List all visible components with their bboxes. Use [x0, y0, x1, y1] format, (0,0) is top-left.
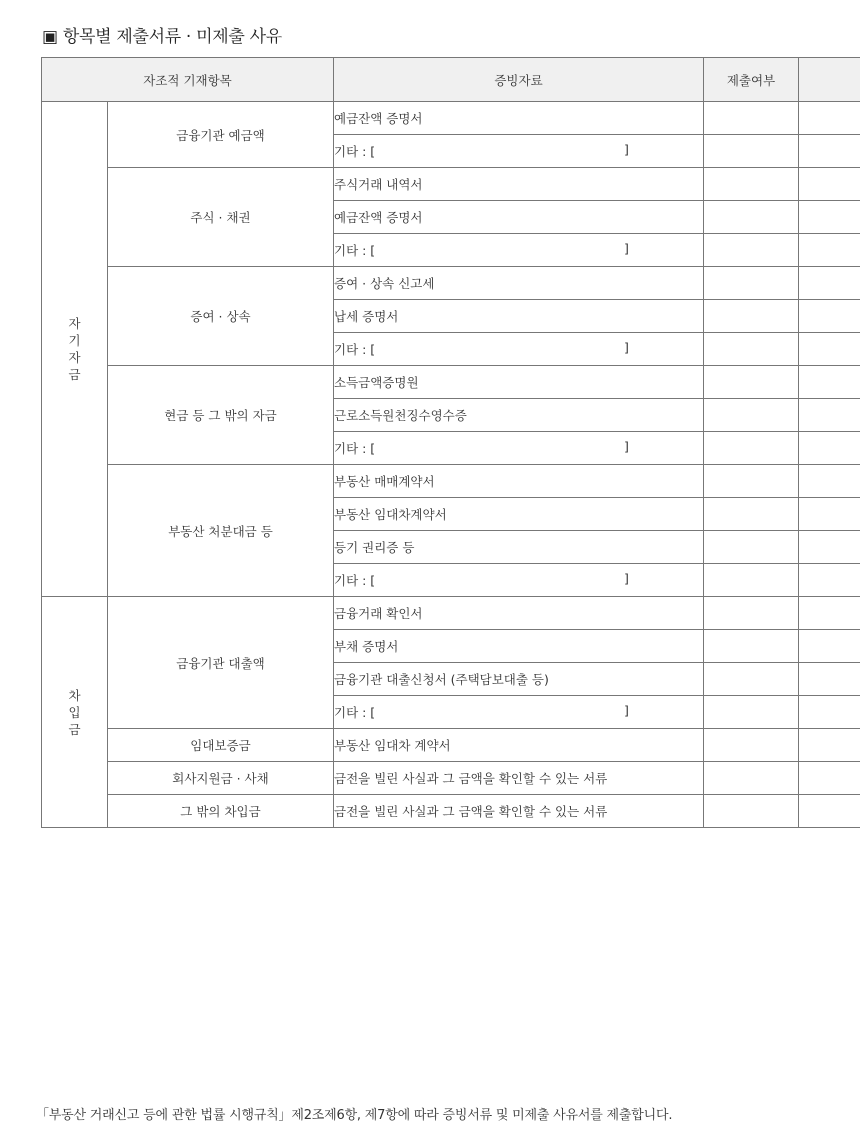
item-name: 주식 · 채권 [108, 168, 334, 267]
item-name: 회사지원금 · 사채 [108, 762, 334, 795]
reason-cell[interactable] [799, 531, 860, 564]
reason-cell[interactable] [799, 168, 860, 201]
submitted-checkbox-cell[interactable] [704, 300, 799, 333]
submitted-checkbox-cell[interactable] [704, 333, 799, 366]
reason-cell[interactable] [799, 498, 860, 531]
header-reason [799, 58, 860, 102]
bracket-close: ] [624, 703, 629, 718]
table-row [42, 267, 860, 300]
evidence-doc-label: 부동산 임대차 계약서 [334, 738, 451, 753]
evidence-doc-label: 부동산 매매계약서 [334, 474, 435, 489]
reason-cell[interactable] [799, 564, 860, 597]
evidence-doc [334, 135, 704, 168]
reason-cell[interactable] [799, 663, 860, 696]
submitted-checkbox-cell[interactable] [704, 630, 799, 663]
submitted-checkbox-cell[interactable] [704, 498, 799, 531]
item-name: 현금 등 그 밖의 자금 [108, 366, 334, 465]
table-row [42, 102, 860, 135]
evidence-doc-label: 부채 증명서 [334, 639, 398, 654]
section-title: ▣ 항목별 제출서류 · 미제출 사유 [42, 22, 282, 47]
evidence-doc-label: 증여 · 상속 신고세 [334, 276, 434, 291]
reason-cell[interactable] [799, 795, 860, 828]
submitted-checkbox-cell[interactable] [704, 564, 799, 597]
submitted-checkbox-cell[interactable] [704, 399, 799, 432]
evidence-doc-label: 기타 : [ [334, 441, 375, 456]
item-name: 임대보증금 [108, 729, 334, 762]
item-name: 부동산 처분대금 등 [108, 465, 334, 597]
evidence-doc [334, 399, 704, 432]
submitted-checkbox-cell[interactable] [704, 432, 799, 465]
evidence-doc [334, 168, 704, 201]
submitted-checkbox-cell[interactable] [704, 267, 799, 300]
evidence-doc [334, 564, 704, 597]
evidence-doc [334, 201, 704, 234]
evidence-doc [334, 630, 704, 663]
evidence-doc [334, 267, 704, 300]
evidence-doc-label: 납세 증명서 [334, 309, 398, 324]
category-label: 차입금 [68, 687, 82, 738]
footer-note: 「부동산 거래신고 등에 관한 법률 시행규칙」제2조제6항, 제7항에 따라 증빙서류 및 미제출 사유서를 제출합니다. [36, 1104, 672, 1123]
submitted-checkbox-cell[interactable] [704, 795, 799, 828]
table-row [42, 597, 860, 630]
evidence-doc [334, 531, 704, 564]
submitted-checkbox-cell[interactable] [704, 597, 799, 630]
evidence-doc-label: 기타 : [ [334, 342, 375, 357]
evidence-doc-label: 기타 : [ [334, 243, 375, 258]
other-doc-input[interactable] [375, 573, 645, 588]
evidence-doc [334, 696, 704, 729]
evidence-doc [334, 498, 704, 531]
submitted-checkbox-cell[interactable] [704, 465, 799, 498]
header-row [42, 58, 860, 102]
reason-cell[interactable] [799, 465, 860, 498]
submitted-checkbox-cell[interactable] [704, 762, 799, 795]
other-doc-input[interactable] [375, 243, 645, 258]
reason-cell[interactable] [799, 432, 860, 465]
reason-cell[interactable] [799, 300, 860, 333]
evidence-doc-label: 등기 권리증 등 [334, 540, 414, 555]
submitted-checkbox-cell[interactable] [704, 102, 799, 135]
evidence-table [41, 57, 860, 828]
evidence-doc [334, 465, 704, 498]
submitted-checkbox-cell[interactable] [704, 135, 799, 168]
other-doc-input[interactable] [375, 441, 645, 456]
submitted-checkbox-cell[interactable] [704, 234, 799, 267]
evidence-doc [334, 432, 704, 465]
evidence-doc [334, 300, 704, 333]
evidence-doc [334, 366, 704, 399]
evidence-doc [334, 663, 704, 696]
reason-cell[interactable] [799, 267, 860, 300]
other-doc-input[interactable] [375, 705, 645, 720]
bracket-close: ] [624, 571, 629, 586]
bracket-close: ] [624, 241, 629, 256]
other-doc-input[interactable] [375, 342, 645, 357]
submitted-checkbox-cell[interactable] [704, 729, 799, 762]
item-name: 그 밖의 차입금 [108, 795, 334, 828]
submitted-checkbox-cell[interactable] [704, 201, 799, 234]
evidence-doc [334, 333, 704, 366]
table-row [42, 366, 860, 399]
evidence-doc-label: 근로소득원천징수영수증 [334, 408, 467, 423]
bracket-close: ] [624, 439, 629, 454]
table-row [42, 762, 860, 795]
submitted-checkbox-cell[interactable] [704, 663, 799, 696]
evidence-doc-label: 기타 : [ [334, 144, 375, 159]
submitted-checkbox-cell[interactable] [704, 531, 799, 564]
evidence-doc-label: 기타 : [ [334, 705, 375, 720]
evidence-doc-label: 예금잔액 증명서 [334, 210, 423, 225]
header-docs: 증빙자료 [334, 58, 704, 102]
submitted-checkbox-cell[interactable] [704, 366, 799, 399]
category-cell [42, 102, 108, 597]
table-row [42, 795, 860, 828]
item-name: 금융기관 예금액 [108, 102, 334, 168]
evidence-doc [334, 729, 704, 762]
item-name: 증여 · 상속 [108, 267, 334, 366]
evidence-doc-label: 기타 : [ [334, 573, 375, 588]
table-row [42, 465, 860, 498]
item-name: 금융기관 대출액 [108, 597, 334, 729]
reason-cell[interactable] [799, 597, 860, 630]
reason-cell[interactable] [799, 333, 860, 366]
evidence-doc-label: 부동산 임대차계약서 [334, 507, 447, 522]
evidence-doc-label: 금융기관 대출신청서 (주택담보대출 등) [334, 672, 549, 687]
reason-cell[interactable] [799, 399, 860, 432]
reason-cell[interactable] [799, 234, 860, 267]
submitted-checkbox-cell[interactable] [704, 696, 799, 729]
evidence-doc-label: 소득금액증명원 [334, 375, 419, 390]
reason-cell[interactable] [799, 102, 860, 135]
reason-cell[interactable] [799, 696, 860, 729]
evidence-doc-label: 금전을 빌린 사실과 그 금액을 확인할 수 있는 서류 [334, 771, 607, 786]
bracket-close: ] [624, 340, 629, 355]
evidence-doc [334, 102, 704, 135]
category-cell [42, 597, 108, 828]
evidence-doc-label: 금전을 빌린 사실과 그 금액을 확인할 수 있는 서류 [334, 804, 607, 819]
submitted-checkbox-cell[interactable] [704, 168, 799, 201]
evidence-doc [334, 795, 704, 828]
reason-cell[interactable] [799, 762, 860, 795]
reason-cell[interactable] [799, 729, 860, 762]
reason-cell[interactable] [799, 630, 860, 663]
reason-cell[interactable] [799, 366, 860, 399]
category-label: 자기자금 [68, 315, 82, 383]
evidence-doc [334, 234, 704, 267]
evidence-doc [334, 597, 704, 630]
header-item: 자조적 기재항목 [42, 58, 334, 102]
reason-cell[interactable] [799, 135, 860, 168]
evidence-doc-label: 예금잔액 증명서 [334, 111, 423, 126]
table-row [42, 168, 860, 201]
bracket-close: ] [624, 142, 629, 157]
other-doc-input[interactable] [375, 144, 645, 159]
header-submitted: 제출여부 [704, 58, 799, 102]
evidence-doc [334, 762, 704, 795]
evidence-doc-label: 주식거래 내역서 [334, 177, 423, 192]
evidence-doc-label: 금융거래 확인서 [334, 606, 423, 621]
table-row [42, 729, 860, 762]
reason-cell[interactable] [799, 201, 860, 234]
